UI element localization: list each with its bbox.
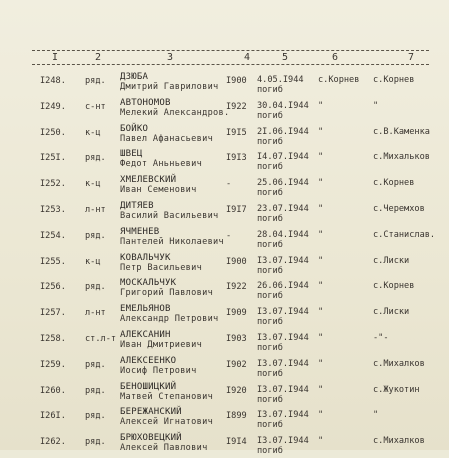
cell-burial: с.Лиски bbox=[373, 255, 410, 266]
cell-given: Василий Васильевич bbox=[120, 211, 219, 221]
table-header bbox=[32, 50, 429, 65]
cell-surname: КОВАЛЬЧУК bbox=[120, 252, 171, 263]
cell-date: 25.06.I944 bbox=[257, 178, 309, 189]
cell-year: I9I3 bbox=[226, 153, 247, 164]
column-header-1: I bbox=[52, 52, 59, 63]
cell-given: Алексей Павлович bbox=[120, 443, 208, 454]
table-row bbox=[0, 124, 449, 149]
cell-num: I256. bbox=[40, 282, 66, 293]
cell-surname: БРЮХОВЕЦКИЙ bbox=[120, 433, 182, 444]
cell-num: I262. bbox=[40, 437, 66, 448]
cell-year: I9I4 bbox=[226, 437, 247, 448]
cell-num: I249. bbox=[40, 101, 66, 112]
cell-place: с.Корнев bbox=[318, 75, 360, 85]
cell-surname: МОСКАЛЬЧУК bbox=[120, 278, 177, 289]
table-row bbox=[0, 278, 449, 303]
cell-fate: погиб bbox=[257, 343, 283, 353]
table-row bbox=[0, 330, 449, 355]
cell-fate: погиб bbox=[257, 136, 283, 147]
cell-num: I26I. bbox=[40, 411, 66, 422]
cell-rank: л-нт bbox=[85, 308, 106, 319]
cell-fate: погиб bbox=[257, 368, 283, 379]
cell-year: I899 bbox=[226, 411, 247, 422]
column-header-2: 2 bbox=[95, 52, 102, 63]
cell-rank: ряд. bbox=[85, 359, 106, 370]
cell-given: Петр Васильевич bbox=[120, 262, 203, 273]
cell-surname: ХМЕЛЕВСКИЙ bbox=[120, 175, 177, 186]
table-row bbox=[0, 407, 449, 432]
cell-burial: с.Михальков bbox=[373, 152, 430, 163]
cell-surname: АВТОНОМОВ bbox=[120, 97, 171, 108]
cell-rank: к-ц bbox=[85, 256, 101, 267]
cell-date: 28.04.I944 bbox=[257, 229, 309, 240]
cell-year: I909 bbox=[226, 308, 247, 319]
cell-year: - bbox=[226, 179, 232, 190]
cell-place: " bbox=[318, 358, 324, 369]
cell-date: I3.07.I944 bbox=[257, 384, 309, 395]
cell-rank: к-ц bbox=[85, 127, 101, 138]
table-row bbox=[0, 72, 449, 97]
cell-place: " bbox=[318, 204, 324, 214]
cell-surname: АЛЕКСАНИН bbox=[120, 330, 171, 340]
cell-burial: -"- bbox=[373, 333, 389, 343]
cell-year: I922 bbox=[226, 101, 247, 112]
cell-given: Павел Афанасьевич bbox=[120, 133, 214, 144]
cell-date: I3.07.I944 bbox=[257, 333, 309, 343]
cell-date: I4.07.I944 bbox=[257, 152, 309, 163]
cell-num: I252. bbox=[40, 179, 66, 190]
cell-fate: погиб bbox=[257, 239, 283, 250]
cell-fate: погиб bbox=[257, 420, 283, 431]
cell-date: 2I.06.I944 bbox=[257, 126, 309, 137]
cell-surname: ШВЕЦ bbox=[120, 149, 143, 160]
cell-burial: " bbox=[373, 410, 379, 421]
cell-fate: погиб bbox=[257, 188, 283, 199]
cell-year: I900 bbox=[226, 256, 247, 267]
cell-rank: ряд. bbox=[85, 230, 106, 241]
cell-burial: с.Станислав. bbox=[373, 229, 436, 240]
cell-burial: с.Лиски bbox=[373, 307, 410, 318]
cell-place: " bbox=[318, 307, 324, 318]
cell-rank: ст.л-т bbox=[85, 334, 117, 344]
cell-rank: ряд. bbox=[85, 76, 106, 86]
cell-num: I258. bbox=[40, 334, 66, 344]
cell-given: Иосиф Петрович bbox=[120, 365, 197, 376]
cell-date: 23.07.I944 bbox=[257, 204, 309, 214]
cell-burial: с.Корнев bbox=[373, 281, 415, 292]
cell-num: I259. bbox=[40, 359, 66, 370]
cell-year: I920 bbox=[226, 385, 247, 396]
table-row bbox=[0, 175, 449, 200]
column-header-5: 5 bbox=[282, 52, 289, 63]
cell-surname: ДИТЯЕВ bbox=[120, 201, 154, 211]
cell-burial: с.Черемхов bbox=[373, 204, 425, 214]
cell-place: " bbox=[318, 436, 324, 447]
cell-surname: ДЗЮБА bbox=[120, 72, 149, 82]
cell-num: I25I. bbox=[40, 153, 66, 164]
cell-num: I248. bbox=[40, 76, 66, 86]
cell-fate: погиб bbox=[257, 291, 283, 302]
cell-fate: погиб bbox=[257, 110, 283, 121]
cell-rank: л-нт bbox=[85, 205, 106, 215]
cell-date: I3.07.I944 bbox=[257, 358, 309, 369]
cell-rank: с-нт bbox=[85, 101, 106, 112]
cell-rank: ряд. bbox=[85, 411, 106, 422]
cell-given: Алексей Игнатович bbox=[120, 417, 214, 428]
column-header-6: 6 bbox=[332, 52, 339, 63]
cell-fate: погиб bbox=[257, 317, 283, 328]
cell-year: I903 bbox=[226, 334, 247, 344]
cell-given: Дмитрий Гаврилович bbox=[120, 82, 219, 92]
cell-rank: ряд. bbox=[85, 153, 106, 164]
cell-given: Пантелей Николаевич bbox=[120, 236, 225, 247]
table-row bbox=[0, 304, 449, 329]
table-row bbox=[0, 253, 449, 278]
cell-year: I902 bbox=[226, 359, 247, 370]
cell-given: Григорий Павлович bbox=[120, 288, 214, 299]
cell-year: I9I7 bbox=[226, 205, 247, 215]
cell-given: Александр Петрович bbox=[120, 314, 219, 325]
cell-rank: ряд. bbox=[85, 385, 106, 396]
cell-num: I250. bbox=[40, 127, 66, 138]
cell-surname: БЕРЕЖАНСКИЙ bbox=[120, 407, 182, 418]
cell-place: " bbox=[318, 100, 324, 111]
table-row bbox=[0, 149, 449, 174]
cell-burial: с.Михалков bbox=[373, 358, 425, 369]
cell-burial: с.В.Каменка bbox=[373, 126, 430, 137]
cell-rank: ряд. bbox=[85, 282, 106, 293]
cell-num: I254. bbox=[40, 230, 66, 241]
cell-fate: погиб bbox=[257, 394, 283, 405]
table-row bbox=[0, 201, 449, 226]
cell-num: I257. bbox=[40, 308, 66, 319]
table-row bbox=[0, 433, 449, 458]
cell-num: I255. bbox=[40, 256, 66, 267]
cell-given: Иван Дмитриевич bbox=[120, 340, 203, 350]
cell-date: I3.07.I944 bbox=[257, 255, 309, 266]
table-row bbox=[0, 382, 449, 407]
cell-burial: с.Жукотин bbox=[373, 384, 420, 395]
cell-place: " bbox=[318, 281, 324, 292]
cell-surname: ЕМЕЛЬЯНОВ bbox=[120, 304, 171, 315]
cell-date: 4.05.I944 bbox=[257, 75, 304, 85]
column-header-7: 7 bbox=[408, 52, 415, 63]
cell-given: Федот Аньньевич bbox=[120, 159, 203, 170]
cell-fate: погиб bbox=[257, 265, 283, 276]
cell-num: I253. bbox=[40, 205, 66, 215]
cell-burial: с.Корнев bbox=[373, 178, 415, 189]
cell-place: " bbox=[318, 384, 324, 395]
cell-place: " bbox=[318, 229, 324, 240]
cell-place: " bbox=[318, 152, 324, 163]
cell-burial: с.Михалков bbox=[373, 436, 425, 447]
cell-surname: АЛЕКСЕЕНКО bbox=[120, 355, 177, 366]
cell-date: 26.06.I944 bbox=[257, 281, 309, 292]
cell-fate: погиб bbox=[257, 162, 283, 173]
cell-date: I3.07.I944 bbox=[257, 307, 309, 318]
cell-num: I260. bbox=[40, 385, 66, 396]
cell-place: " bbox=[318, 333, 324, 343]
cell-given: Иван Семенович bbox=[120, 185, 197, 196]
column-header-3: 3 bbox=[167, 52, 174, 63]
cell-surname: БЕНОШИЦКИЙ bbox=[120, 381, 177, 392]
cell-burial: с.Корнев bbox=[373, 75, 415, 85]
cell-burial: " bbox=[373, 100, 379, 111]
cell-place: " bbox=[318, 255, 324, 266]
table-row bbox=[0, 227, 449, 252]
cell-date: I3.07.I944 bbox=[257, 436, 309, 447]
cell-fate: погиб bbox=[257, 214, 283, 224]
cell-place: " bbox=[318, 178, 324, 189]
cell-date: I3.07.I944 bbox=[257, 410, 309, 421]
cell-surname: БОЙКО bbox=[120, 123, 149, 134]
cell-place: " bbox=[318, 126, 324, 137]
cell-rank: к-ц bbox=[85, 179, 101, 190]
cell-surname: ЯЧМЕНЕВ bbox=[120, 226, 160, 237]
table-row bbox=[0, 356, 449, 381]
cell-given: Матвей Степанович bbox=[120, 391, 214, 402]
cell-year: I922 bbox=[226, 282, 247, 293]
table-row bbox=[0, 98, 449, 123]
cell-place: " bbox=[318, 410, 324, 421]
cell-fate: погиб bbox=[257, 446, 283, 457]
column-header-4: 4 bbox=[244, 52, 251, 63]
cell-given: Мелекий Александров. bbox=[120, 107, 230, 118]
cell-date: 30.04.I944 bbox=[257, 100, 309, 111]
cell-year: - bbox=[226, 230, 232, 241]
cell-year: I9I5 bbox=[226, 127, 247, 138]
cell-rank: ряд. bbox=[85, 437, 106, 448]
cell-year: I900 bbox=[226, 76, 247, 86]
cell-fate: погиб bbox=[257, 85, 283, 95]
